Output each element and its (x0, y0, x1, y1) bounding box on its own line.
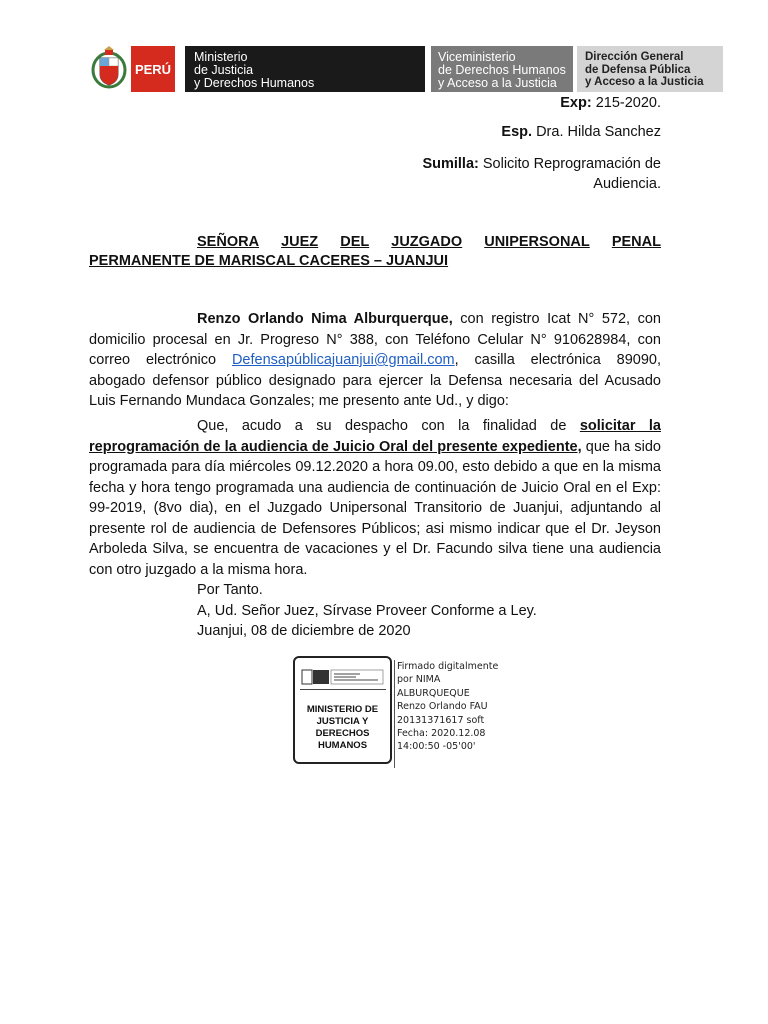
addressee-word: UNIPERSONAL (484, 234, 590, 250)
body-paragraph (89, 416, 661, 580)
direction-line: Dirección General (585, 51, 684, 63)
specialist-line (501, 124, 661, 140)
closing-line: A, Ud. Señor Juez, Sírvase Proveer Conforme a Ley. (197, 602, 537, 619)
coat-of-arms-icon (88, 44, 130, 92)
stamp-line: DERECHOS (315, 728, 370, 739)
sumilla-value: Solicito Reprogramación de (482, 156, 661, 172)
addressee-word: JUZGADO (391, 234, 463, 250)
direction-line: y Acceso a la Justicia (585, 76, 704, 88)
addressee-word: PENAL (611, 234, 661, 250)
expedient-line (560, 95, 661, 111)
signature-line: Renzo Orlando FAU (397, 701, 488, 713)
signature-line: Firmado digitalmente (397, 661, 499, 672)
addressee (89, 233, 661, 271)
stamp-line: JUSTICIA Y (316, 716, 369, 727)
digital-signature (397, 660, 498, 754)
sumilla-value-continued: Audiencia. (593, 176, 661, 192)
closing-block (197, 580, 537, 642)
signature-line: por NIMA (397, 674, 441, 686)
signature-line: ALBURQUEQUE (397, 687, 470, 699)
ministry-line: y Derechos Humanos (194, 76, 315, 90)
specialist-label: Esp. (501, 124, 533, 140)
intro-text: con registro Icat N° 572, con domicilio procesal en Jr. Progreso N° 388, con Teléfono Celular N° 910628984, con correo electrónico (89, 311, 661, 368)
direction-line: de Defensa Pública (585, 63, 691, 76)
request-emphasis: solicitar la reprogramación de la audiencia de Juicio Oral del presente expediente, (89, 418, 661, 455)
signature-line: 14:00:50 -05'00' (397, 741, 476, 753)
body-text-continued: que ha sido programada para día miércoles 09.12.2020 a hora 09.00, esto debido a que en la misma fecha y hora tengo programada una audiencia de continuación de Juicio Oral en el Exp: 99-2019, (8vo dia), en el Juzgado Unipersonal Transitorio de Juanjui, adjuntando al presente rol de audiencia de Defensores Públicos; asi mismo indicar que el Dr. Jeyson Arboleda Silva, se encuentra de vacaciones y el Dr. Facundo silva tiene una audiencia con otro juzgado a la misma hora. (89, 438, 661, 578)
sumilla-label: Sumilla: (422, 156, 479, 172)
stamp-line: MINISTERIO DE (306, 704, 379, 715)
sumilla-block (422, 154, 661, 194)
addressee-line-2: PERMANENTE DE MARISCAL CACERES – JUANJUI (89, 253, 449, 269)
ministry-stamp (293, 656, 392, 764)
lawyer-name: Renzo Orlando Nima Alburquerque, (197, 311, 453, 327)
signature-line: 20131371617 soft (397, 714, 485, 726)
closing-line: Por Tanto. (197, 582, 263, 598)
intro-paragraph (89, 309, 661, 412)
specialist-value: Dra. Hilda Sanchez (536, 124, 661, 140)
signature-line: Fecha: 2020.12.08 (397, 728, 486, 740)
peru-badge (131, 46, 175, 92)
ministry-badge (185, 46, 425, 92)
expedient-label: Exp: (560, 95, 592, 111)
viceministry-line: de Derechos Humanos (438, 63, 566, 77)
peru-label: PERÚ (134, 61, 172, 77)
viceministry-line: Viceministerio (438, 50, 516, 64)
addressee-word: JUEZ (281, 234, 319, 250)
letterhead (88, 44, 704, 92)
email-link[interactable]: Defensapúblicajuanjui@gmail.com (231, 352, 455, 368)
ministry-line: Ministerio (194, 50, 248, 64)
date-line: Juanjui, 08 de diciembre de 2020 (197, 623, 411, 639)
body-text: Que, acudo a su despacho con la finalidad de (197, 418, 580, 434)
viceministry-line: y Acceso a la Justicia (438, 76, 557, 90)
direction-badge (577, 46, 723, 92)
viceministry-badge (431, 46, 573, 92)
signature-divider (394, 660, 395, 768)
stamp-logo-icon (300, 667, 386, 690)
addressee-word: DEL (340, 234, 370, 250)
addressee-word: SEÑORA (197, 234, 260, 250)
ministry-line: de Justicia (194, 63, 254, 77)
intro-text-continued: , casilla electrónica 89090, abogado defensor público designado para ejercer la Defensa necesaria del Acusado Luis Fernando Mundaca Gonzales; me presento ante Ud., y digo: (89, 352, 661, 409)
stamp-line: HUMANOS (317, 740, 368, 751)
expedient-value: 215-2020. (595, 95, 661, 111)
stamp-text (295, 704, 390, 752)
